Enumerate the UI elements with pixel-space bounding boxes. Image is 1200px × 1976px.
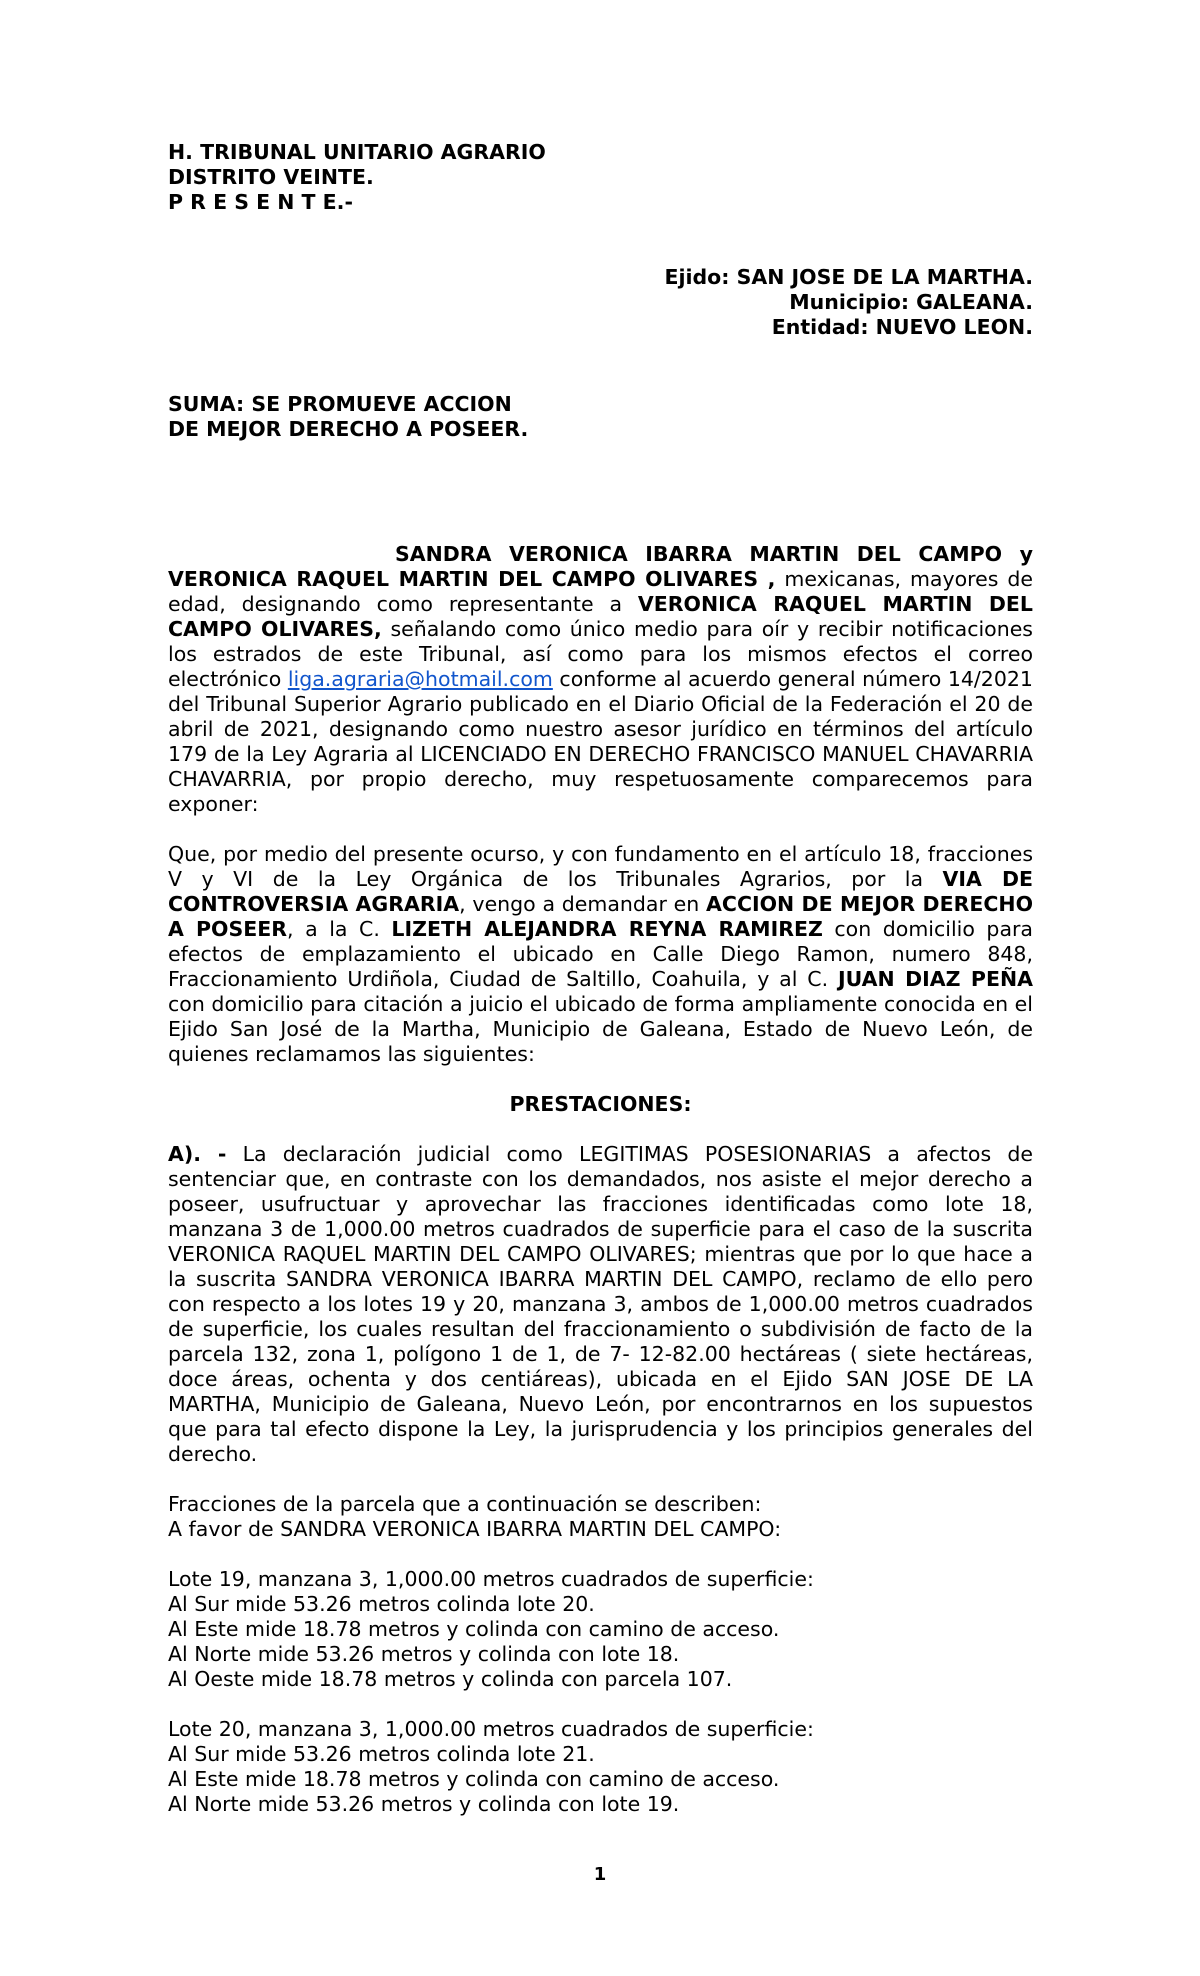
municipio-line: Municipio: GALEANA.	[789, 290, 1033, 314]
intro-text-2: señalando como único medio para oír y recibir notificaciones los estrados de este Tribunal, así como para los mismos efectos el correo electrónico	[168, 617, 1033, 691]
intro-text-1: mexicanas, mayores de edad, designando como representante a	[168, 567, 1033, 616]
intro-paragraph	[168, 542, 1033, 817]
prestacion-a-text: La declaración judicial como LEGITIMAS POSESIONARIAS a afectos de sentenciar que, en contraste con los demandados, nos asiste el mejor derecho a poseer, usufructuar y aprovechar las fracciones identificadas como lote 18, manzana 3 de 1,000.00 metros cuadrados de superficie para el caso de la suscrita VERONICA RAQUEL MARTIN DEL CAMPO OLIVARES; mientras que por lo que hace a la suscrita SANDRA VERONICA IBARRA MARTIN DEL CAMPO, reclamo de ello pero con respecto a los lotes 19 y 20, manzana 3, ambos de 1,000.00 metros cuadrados de superficie, los cuales resultan del fraccionamiento o subdivisión de facto de la parcela 132, zona 1, polígono 1 de 1, de 7- 12-82.00 hectáreas ( siete hectáreas, doce áreas, ochenta y dos centiáreas), ubicada en el Ejido SAN JOSE DE LA MARTHA, Municipio de Galeana, Nuevo León, por encontrarnos en los supuestos que para tal efecto dispone la Ley, la jurisprudencia y los principios generales del derecho.	[168, 1142, 1033, 1466]
defendant-2-name: JUAN DIAZ PEÑA	[837, 967, 1033, 991]
page-number: 1	[593, 1864, 607, 1885]
email-link[interactable]: liga.agraria@hotmail.com	[287, 667, 553, 691]
lote-20-sur: Al Sur mide 53.26 metros colinda lote 21.	[168, 1742, 595, 1766]
accion-mejor-derecho: ACCION DE MEJOR DERECHO A POSEER	[168, 892, 1033, 941]
suma-line-1: SUMA: SE PROMUEVE ACCION	[168, 392, 512, 416]
ejido-line: Ejido: SAN JOSE DE LA MARTHA.	[664, 265, 1033, 289]
intro-text-3: conforme al acuerdo general número 14/2021 del Tribunal Superior Agrario publicado en el Diario Oficial de la Federación el 20 de abril de 2021, designando como nuestro asesor jurídico en términos del artículo 179 de la Ley Agraria al LICENCIADO EN DERECHO FRANCISCO MANUEL CHAVARRIA CHAVARRIA, por propio derecho, muy respetuosamente comparecemos para exponer:	[168, 667, 1033, 816]
lote-19-este: Al Este mide 18.78 metros y colinda con camino de acceso.	[168, 1617, 780, 1641]
prestacion-a-label: A). -	[168, 1142, 227, 1166]
prestacion-a	[168, 1142, 1033, 1467]
lote-19-title: Lote 19, manzana 3, 1,000.00 metros cuadrados de superficie:	[168, 1567, 814, 1591]
demand-text-5: con domicilio para citación a juicio el ubicado de forma ampliamente conocida en el Ejido San José de la Martha, Municipio de Galeana, Estado de Nuevo León, de quienes reclamamos las siguientes:	[168, 992, 1033, 1066]
lote-20-norte: Al Norte mide 53.26 metros y colinda con lote 19.	[168, 1792, 680, 1816]
fracciones-line-1: Fracciones de la parcela que a continuación se describen:	[168, 1492, 762, 1516]
lote-19-norte: Al Norte mide 53.26 metros y colinda con lote 18.	[168, 1642, 680, 1666]
suma-line-2: DE MEJOR DERECHO A POSEER.	[168, 417, 529, 441]
fracciones-line-2: A favor de SANDRA VERONICA IBARRA MARTIN DEL CAMPO:	[168, 1517, 782, 1541]
demand-text-4: con domicilio para efectos de emplazamiento el ubicado en Calle Diego Ramon, numero 848, Fraccionamiento Urdiñola, Ciudad de Saltillo, Coahuila, y al C.	[168, 917, 1033, 991]
addressee-line-3: P R E S E N T E.-	[168, 190, 353, 214]
lote-20-title: Lote 20, manzana 3, 1,000.00 metros cuadrados de superficie:	[168, 1717, 814, 1741]
demand-text-2: , vengo a demandar en	[459, 892, 707, 916]
representative-name: VERONICA RAQUEL MARTIN DEL CAMPO OLIVARES,	[168, 592, 1033, 641]
fracciones-intro	[168, 1492, 1033, 1542]
entidad-line: Entidad: NUEVO LEON.	[771, 315, 1033, 339]
plaintiffs-names: SANDRA VERONICA IBARRA MARTIN DEL CAMPO y VERONICA RAQUEL MARTIN DEL CAMPO OLIVARES ,	[168, 542, 1033, 591]
lote-20-este: Al Este mide 18.78 metros y colinda con camino de acceso.	[168, 1767, 780, 1791]
addressee-block	[168, 140, 1033, 215]
addressee-line-1: H. TRIBUNAL UNITARIO AGRARIO	[168, 140, 546, 164]
lote-19-sur: Al Sur mide 53.26 metros colinda lote 20.	[168, 1592, 595, 1616]
demand-text-3: , a la C.	[287, 917, 392, 941]
addressee-line-2: DISTRITO VEINTE.	[168, 165, 374, 189]
demand-paragraph	[168, 842, 1033, 1067]
lote-20-block	[168, 1717, 1033, 1817]
demand-text-1: Que, por medio del presente ocurso, y con fundamento en el artículo 18, fracciones V y VI de la Ley Orgánica de los Tribunales Agrarios, por la	[168, 842, 1033, 891]
via-controversia: VIA DE CONTROVERSIA AGRARIA	[168, 867, 1034, 916]
defendant-1-name: LIZETH ALEJANDRA REYNA RAMIREZ	[391, 917, 823, 941]
location-block	[168, 265, 1033, 340]
lote-19-block	[168, 1567, 1033, 1692]
lote-19-oeste: Al Oeste mide 18.78 metros y colinda con parcela 107.	[168, 1667, 733, 1691]
suma-block	[168, 392, 1033, 442]
prestaciones-heading: PRESTACIONES:	[509, 1092, 692, 1116]
